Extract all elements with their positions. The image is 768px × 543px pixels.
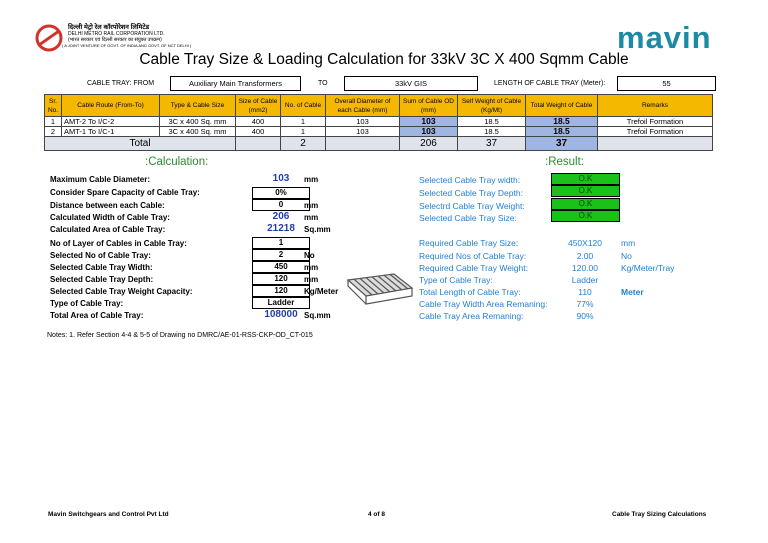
calc-label: Distance between each Cable:	[50, 201, 165, 210]
calc-label: Selected Cable Tray Width:	[50, 263, 153, 272]
cell: 400	[236, 127, 281, 137]
calc-label: Selected Cable Tray Depth:	[50, 275, 154, 284]
footer-document-title: Cable Tray Sizing Calculations	[612, 511, 707, 518]
status-badge: O.K	[551, 198, 620, 210]
cell: 103	[326, 117, 400, 127]
calc-value: 1	[252, 237, 310, 249]
length-label: LENGTH OF CABLE TRAY (Meter):	[494, 80, 606, 87]
calc-unit: mm	[304, 175, 319, 184]
table-total-row	[45, 137, 713, 151]
status-badge: O.K	[551, 210, 620, 222]
cell: AMT-1 To I/C-1	[62, 127, 160, 137]
cell	[236, 137, 281, 151]
calc-unit: Sq.mm	[304, 225, 331, 234]
to-value: 33kV GIS	[344, 76, 478, 91]
cable-table	[44, 94, 713, 151]
calc-unit: mm	[304, 201, 319, 210]
calc-unit: Kg/Meter	[304, 287, 339, 296]
calc-label: Selected No of Cable Tray:	[50, 251, 151, 260]
footer-page-number: 4 of 8	[368, 511, 385, 518]
dmrc-english-name: DELHI METRO RAIL CORPORATION LTD.	[68, 31, 165, 37]
result-label: Required Nos of Cable Tray:	[419, 251, 527, 261]
status-badge: O.K	[551, 173, 620, 185]
calc-label: Maximum Cable Diameter:	[50, 175, 151, 184]
calc-unit: Sq.mm	[304, 311, 331, 320]
result-value: 90%	[576, 311, 594, 321]
calc-label: No of Layer of Cables in Cable Tray:	[50, 239, 187, 248]
result-heading: :Result:	[545, 156, 584, 168]
calc-unit: mm	[304, 275, 319, 284]
cell: 1	[45, 117, 62, 127]
col-header: Size of Cable (mm2)	[236, 95, 281, 117]
result-label: Required Cable Tray Weight:	[419, 263, 528, 273]
col-header: Cable Route (From-To)	[62, 95, 160, 117]
cell: 103	[400, 127, 458, 137]
cell: 2	[45, 127, 62, 137]
notes: Notes: 1. Refer Section 4-4 & 5-5 of Drawing no DMRC/AE-01-RSS-CKP-OD_CT-015	[47, 332, 313, 339]
from-value: Auxiliary Main Transformers	[170, 76, 301, 91]
footer-company: Mavin Switchgears and Control Pvt Ltd	[48, 511, 169, 518]
total-self-weight: 37	[458, 137, 526, 151]
col-header: Sr. No.	[45, 95, 62, 117]
dmrc-hindi-name: दिल्ली मेट्रो रेल कॉरपोरेशन लिमिटेड	[68, 24, 150, 31]
result-unit: Kg/Meter/Tray	[621, 263, 675, 273]
col-header: Self Weight of Cable (Kg/Mt)	[458, 95, 526, 117]
cell: 18.5	[458, 127, 526, 137]
cell: 400	[236, 117, 281, 127]
cell: Trefoil Formation	[598, 127, 713, 137]
calc-unit: mm	[304, 213, 319, 222]
total-weight: 37	[526, 137, 598, 151]
col-header: Sum of Cable OD (mm)	[400, 95, 458, 117]
calc-value: 2	[252, 249, 310, 261]
status-badge: O.K	[551, 185, 620, 197]
result-unit: Meter	[621, 287, 644, 297]
cell: AMT-2 To I/C-2	[62, 117, 160, 127]
result-value: 120.00	[572, 263, 598, 273]
calc-label: Calculated Area of Cable Tray:	[50, 225, 166, 234]
result-check-label: Selected Cable Tray width:	[419, 175, 521, 185]
calc-unit: No	[304, 251, 315, 260]
cell: 1	[281, 117, 326, 127]
total-cables: 2	[281, 137, 326, 151]
cell: 18.5	[458, 117, 526, 127]
calc-value: 120	[252, 285, 310, 297]
col-header: Remarks	[598, 95, 713, 117]
calc-label: Calculated Width of Cable Tray:	[50, 213, 170, 222]
result-label: Cable Tray Area Remaning:	[419, 311, 524, 321]
calc-label: Selected Cable Tray Weight Capacity:	[50, 287, 193, 296]
col-header: Type & Cable Size	[160, 95, 236, 117]
dmrc-hindi-subtitle: (भारत सरकार एवं दिल्ली सरकार का संयुक्त उपक्रम)	[68, 37, 162, 43]
result-label: Cable Tray Width Area Remaning:	[419, 299, 548, 309]
calc-label: Consider Spare Capacity of Cable Tray:	[50, 188, 200, 197]
calculation-heading: :Calculation:	[145, 156, 209, 168]
result-check-label: Selected Cable Tray Size:	[419, 213, 517, 223]
table-row	[45, 117, 713, 127]
calc-value: 21218	[267, 223, 295, 234]
result-value: 77%	[576, 299, 594, 309]
cell: 3C x 400 Sq. mm	[160, 127, 236, 137]
calc-value: 0%	[252, 187, 310, 199]
calc-label: Type of Cable Tray:	[50, 299, 124, 308]
cell: Trefoil Formation	[598, 117, 713, 127]
result-check-label: Selected Cable Tray Depth:	[419, 188, 523, 198]
cell: 18.5	[526, 127, 598, 137]
cell: 18.5	[526, 117, 598, 127]
result-unit: No	[621, 251, 632, 261]
result-value: 2.00	[576, 251, 594, 261]
result-value: 110	[578, 287, 592, 297]
length-value: 55	[617, 76, 716, 91]
calc-value: 108000	[264, 309, 298, 320]
total-sum-od: 206	[400, 137, 458, 151]
col-header: Total Weight of Cable	[526, 95, 598, 117]
result-label: Type of Cable Tray:	[419, 275, 493, 285]
cable-ladder-tray-icon	[346, 270, 414, 310]
col-header: No. of Cable	[281, 95, 326, 117]
cell: 1	[281, 127, 326, 137]
calc-value: 450	[252, 261, 310, 273]
calc-value: 0	[252, 199, 310, 211]
calc-value: Ladder	[252, 297, 310, 309]
dmrc-logo-icon	[35, 24, 63, 52]
calc-value: 120	[252, 273, 310, 285]
table-header-row	[45, 95, 713, 117]
result-value: Ladder	[571, 275, 599, 285]
result-label: Total Length of Cable Tray:	[419, 287, 521, 297]
table-row	[45, 127, 713, 137]
col-header: Overall Diameter of each Cable (mm)	[326, 95, 400, 117]
calc-value: 206	[272, 211, 290, 222]
result-label: Required Cable Tray Size:	[419, 238, 519, 248]
total-label: Total	[45, 137, 236, 151]
calc-value: 103	[272, 173, 290, 184]
cell	[598, 137, 713, 151]
from-label: CABLE TRAY: FROM	[87, 80, 155, 87]
mavin-logo: mavin	[617, 20, 712, 55]
cell: 103	[326, 127, 400, 137]
calc-label: Total Area of Cable Tray:	[50, 311, 144, 320]
result-unit: mm	[621, 238, 636, 248]
result-check-label: Selectrd Cable Tray Weight:	[419, 201, 525, 211]
result-value: 450X120	[567, 238, 603, 248]
to-label: TO	[318, 80, 328, 87]
dmrc-venture-note: ( A JOINT VENTURE OF GOVT. OF INDIA AND GOVT. OF NCT DELHI )	[62, 43, 192, 48]
cell: 103	[400, 117, 458, 127]
calc-unit: mm	[304, 263, 319, 272]
page-title: Cable Tray Size & Loading Calculation for 33kV 3C X 400 Sqmm Cable	[139, 51, 629, 68]
cell: 3C x 400 Sq. mm	[160, 117, 236, 127]
cell	[326, 137, 400, 151]
